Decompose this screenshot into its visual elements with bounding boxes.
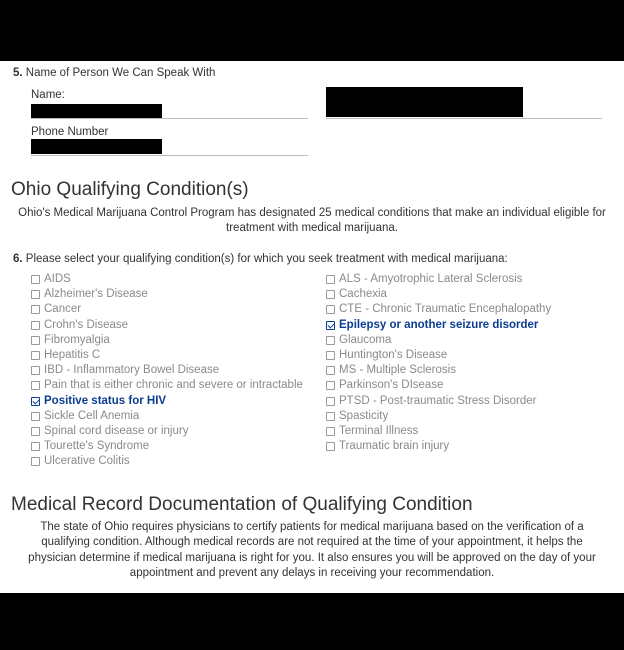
conditions-question-text: Please select your qualifying condition(s) for which you seek treatment with medical marijuana:: [25, 253, 508, 265]
checkbox[interactable]: [326, 275, 335, 284]
name-input-underline: [31, 118, 308, 119]
condition-fibromyalgia[interactable]: [31, 333, 316, 348]
condition-label: Fibromyalgia: [44, 333, 110, 346]
checkbox[interactable]: [31, 427, 40, 436]
conditions-left-column: [31, 272, 316, 469]
condition-ms[interactable]: [326, 363, 616, 378]
condition-traumatic-brain-injury[interactable]: [326, 439, 616, 454]
condition-spasticity[interactable]: [326, 409, 616, 424]
contact-question: [13, 67, 215, 79]
condition-terminal-illness[interactable]: [326, 424, 616, 439]
contact-question-number: 5.: [13, 67, 23, 79]
condition-label: Tourette's Syndrome: [44, 440, 150, 453]
phone-input-underline: [31, 155, 308, 156]
condition-label: Glaucoma: [339, 333, 392, 346]
condition-epilepsy[interactable]: [326, 318, 616, 333]
condition-als[interactable]: [326, 272, 616, 287]
condition-label: Epilepsy or another seizure disorder: [339, 318, 539, 331]
condition-label: Terminal Illness: [339, 424, 419, 437]
condition-label: MS - Multiple Sclerosis: [339, 364, 456, 377]
redacted-field[interactable]: [326, 87, 523, 117]
condition-label: Ulcerative Colitis: [44, 455, 130, 468]
condition-label: PTSD - Post-traumatic Stress Disorder: [339, 394, 537, 407]
phone-label: Phone Number: [31, 126, 109, 138]
records-description: The state of Ohio requires physicians to certify patients for medical marijuana based on the verification of a qualifying condition. Although medical records are not required at the time of your appointment, it helps the physician determine if medical marijuana is right for you. It also ensures you will be approved on the day of your appointment and prevent any delays in receiving your recommendation.: [28, 521, 596, 579]
condition-label: Sickle Cell Anemia: [44, 409, 140, 422]
checkbox[interactable]: [31, 336, 40, 345]
condition-label: Cachexia: [339, 288, 387, 301]
condition-label: Traumatic brain injury: [339, 440, 450, 453]
condition-label: Spinal cord disease or injury: [44, 424, 189, 437]
conditions-title: Ohio Qualifying Condition(s): [11, 179, 249, 200]
checkbox[interactable]: [326, 381, 335, 390]
checkbox[interactable]: [31, 457, 40, 466]
condition-ptsd[interactable]: [326, 394, 616, 409]
checkbox-checked[interactable]: [326, 321, 335, 330]
checkbox[interactable]: [31, 290, 40, 299]
form-page: [0, 61, 624, 593]
checkbox[interactable]: [31, 305, 40, 314]
contact-question-text: Name of Person We Can Speak With: [25, 67, 216, 79]
condition-cancer[interactable]: [31, 302, 316, 317]
conditions-question-number: 6.: [13, 253, 23, 265]
checkbox[interactable]: [326, 336, 335, 345]
condition-label: Huntington's Disease: [339, 348, 448, 361]
condition-label: ALS - Amyotrophic Lateral Sclerosis: [339, 273, 523, 285]
conditions-description: Ohio's Medical Marijuana Control Program has designated 25 medical conditions that make an individual eligible for treatment with medical marijuana.: [18, 207, 606, 235]
condition-label: Hepatitis C: [44, 348, 101, 361]
name-input-redacted[interactable]: [31, 104, 162, 119]
condition-label: Pain that is either chronic and severe or intractable: [44, 379, 303, 392]
condition-hiv[interactable]: [31, 394, 316, 409]
condition-chronic-pain[interactable]: [31, 378, 316, 393]
checkbox[interactable]: [326, 397, 335, 406]
checkbox[interactable]: [326, 412, 335, 421]
checkbox[interactable]: [31, 366, 40, 375]
top-black-bar: [0, 0, 624, 61]
condition-parkinsons[interactable]: [326, 378, 616, 393]
condition-alzheimers[interactable]: [31, 287, 316, 302]
condition-glaucoma[interactable]: [326, 333, 616, 348]
condition-cachexia[interactable]: [326, 287, 616, 302]
checkbox[interactable]: [31, 412, 40, 421]
condition-crohns[interactable]: [31, 318, 316, 333]
checkbox[interactable]: [31, 381, 40, 390]
condition-sickle-cell[interactable]: [31, 409, 316, 424]
conditions-question: [13, 253, 508, 265]
bottom-black-bar: [0, 593, 624, 650]
condition-spinal-cord[interactable]: [31, 424, 316, 439]
condition-label: Cancer: [44, 303, 82, 316]
condition-label: Alzheimer's Disease: [44, 288, 148, 301]
name-label: Name:: [31, 89, 65, 101]
condition-ibd[interactable]: [31, 363, 316, 378]
checkbox[interactable]: [326, 305, 335, 314]
condition-label: CTE - Chronic Traumatic Encephalopathy: [339, 303, 552, 316]
conditions-right-column: [326, 272, 616, 454]
checkbox[interactable]: [326, 442, 335, 451]
condition-tourettes[interactable]: [31, 439, 316, 454]
redacted-field-underline: [326, 118, 602, 119]
checkbox[interactable]: [31, 442, 40, 451]
checkbox[interactable]: [326, 427, 335, 436]
condition-label: Parkinson's DIsease: [339, 379, 444, 392]
checkbox[interactable]: [31, 351, 40, 360]
records-title: Medical Record Documentation of Qualifying Condition: [11, 494, 473, 515]
checkbox-checked[interactable]: [31, 397, 40, 406]
condition-hepatitis-c[interactable]: [31, 348, 316, 363]
condition-cte[interactable]: [326, 302, 616, 317]
condition-label: Positive status for HIV: [44, 394, 167, 407]
checkbox[interactable]: [31, 321, 40, 330]
condition-label: IBD - Inflammatory Bowel Disease: [44, 364, 220, 377]
condition-label: Crohn's Disease: [44, 318, 129, 331]
checkbox[interactable]: [326, 290, 335, 299]
checkbox[interactable]: [326, 366, 335, 375]
checkbox[interactable]: [326, 351, 335, 360]
checkbox[interactable]: [31, 275, 40, 284]
condition-aids[interactable]: [31, 272, 316, 287]
condition-huntingtons[interactable]: [326, 348, 616, 363]
condition-ulcerative-colitis[interactable]: [31, 454, 316, 469]
phone-input-redacted[interactable]: [31, 139, 162, 154]
condition-label: AIDS: [44, 273, 71, 285]
condition-label: Spasticity: [339, 409, 389, 422]
